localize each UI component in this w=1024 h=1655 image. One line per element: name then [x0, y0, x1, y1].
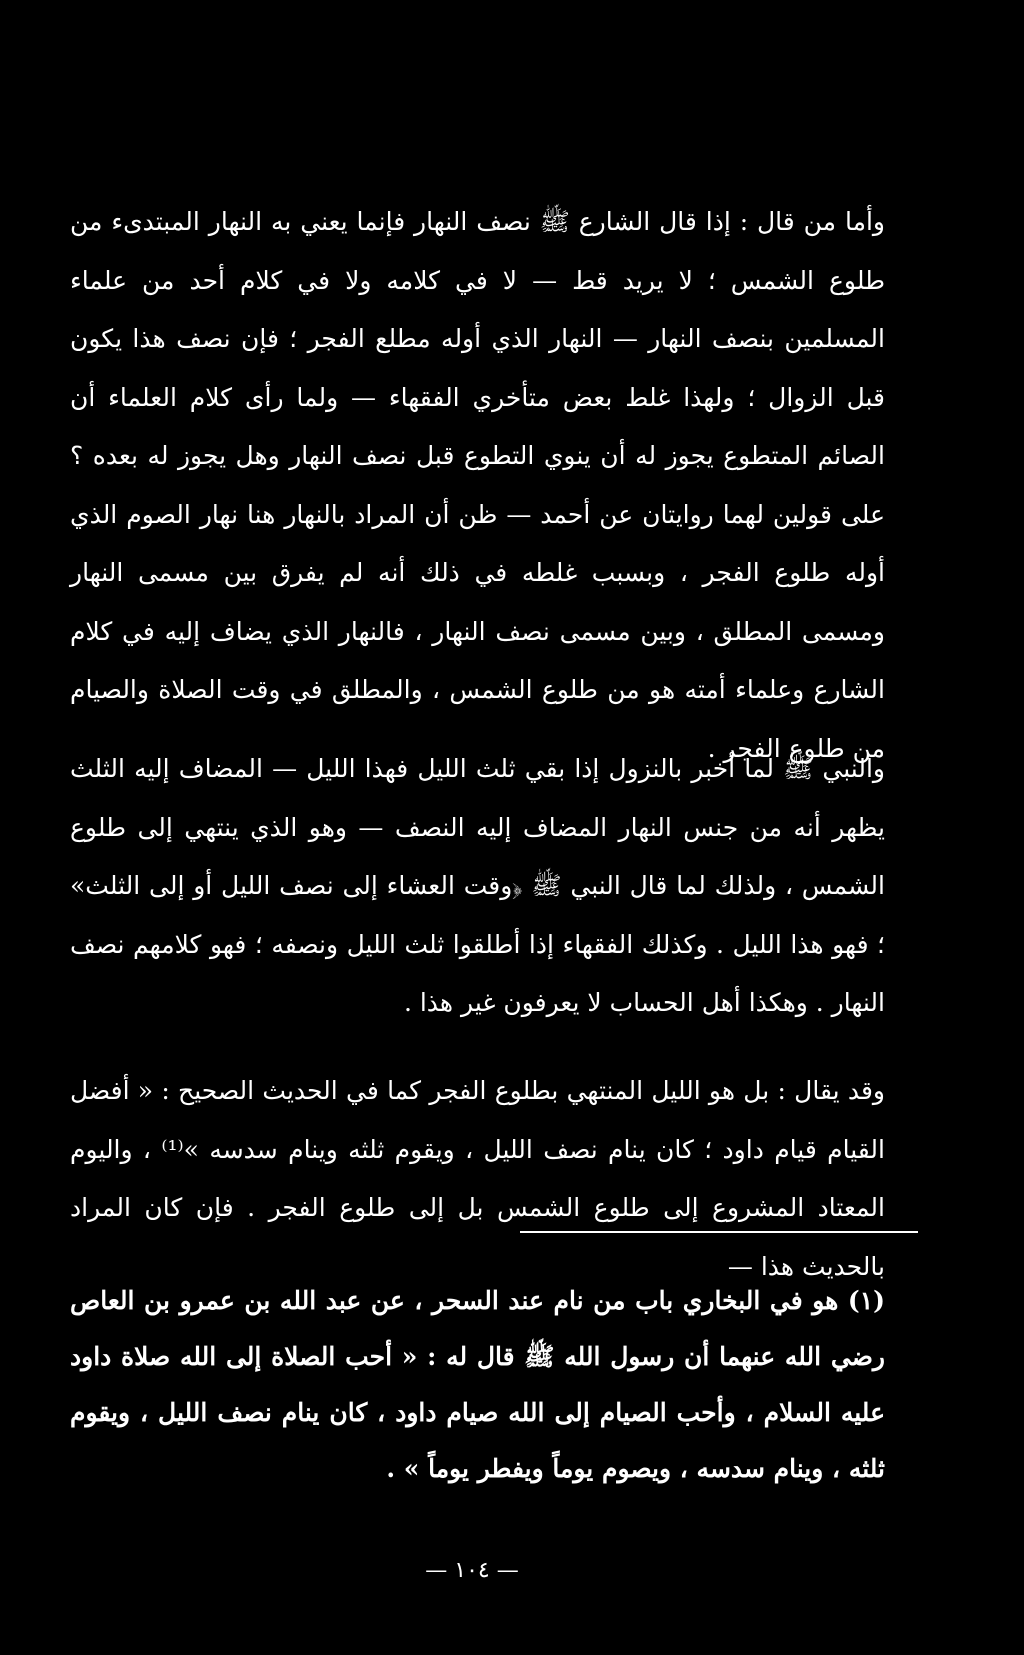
- body-paragraph-3: وقد يقال : بل هو الليل المنتهي بطلوع الفجر كما في الحديث الصحيح : « أفضل القيام قيام داود ؛ كان ينام نصف الليل ، ويقوم ثلثه وينام سدسه »⁽¹⁾ ، واليوم المعتاد المشروع إلى طلوع الشمس بل إلى طلوع الفجر . فإن كان المراد بالحديث هذا —: [70, 1076, 885, 1281]
- body-paragraph-1: وأما من قال : إذا قال الشارع ﷺ نصف النهار فإنما يعني به النهار المبتدىء من طلوع الشمس ؛ لا يريد قط — لا في كلامه ولا في كلام أحد من علماء المسلمين بنصف النهار — النهار الذي أوله مطلع الفجر ؛ فإن نصف هذا يكون قبل الزوال ؛ ولهذا غلط بعض متأخري الفقهاء — ولما رأى كلام العلماء أن الصائم المتطوع يجوز له أن ينوي التطوع قبل نصف النهار وهل يجوز له بعده ؟ على قولين لهما روايتان عن أحمد — ظن أن المراد بالنهار هنا نهار الصوم الذي أوله طلوع الفجر ، وبسبب غلطه في ذلك أنه لم يفرق بين مسمى النهار ومسمى المطلق ، وبين مسمى نصف النهار ، فالنهار الذي يضاف إليه في كلام الشارع وعلماء أمته هو من طلوع الشمس ، والمطلق في وقت الصلاة والصيام من طلوع الفجر .: [70, 207, 885, 763]
- body-paragraph-2: والنبي ﷺ لما أخبر بالنزول إذا بقي ثلث الليل فهذا الليل — المضاف إليه الثلث يظهر أنه من جنس النهار المضاف إليه النصف — وهو الذي ينتهي إلى طلوع الشمس ، ولذلك لما قال النبي ﷺ ﴿وقت العشاء إلى نصف الليل أو إلى الثلث» ؛ فهو هذا الليل . وكذلك الفقهاء إذا أطلقوا ثلث الليل ونصفه ؛ فهو كلامهم نصف النهار . وهكذا أهل الحساب لا يعرفون غير هذا .: [70, 754, 885, 1017]
- page-number: — ١٠٤ —: [425, 1558, 519, 1583]
- footnote-divider: [520, 1231, 918, 1233]
- footnote-1: (١) هو في البخاري باب من نام عند السحر ، عن عبد الله بن عمرو بن العاص رضي الله عنهما أن رسول الله ﷺ قال له : « أحب الصلاة إلى الله صلاة داود عليه السلام ، وأحب الصيام إلى الله صيام داود ، كان ينام نصف الليل ، ويقوم ثلثه ، وينام سدسه ، ويصوم يوماً ويفطر يوماً » .: [70, 1286, 885, 1483]
